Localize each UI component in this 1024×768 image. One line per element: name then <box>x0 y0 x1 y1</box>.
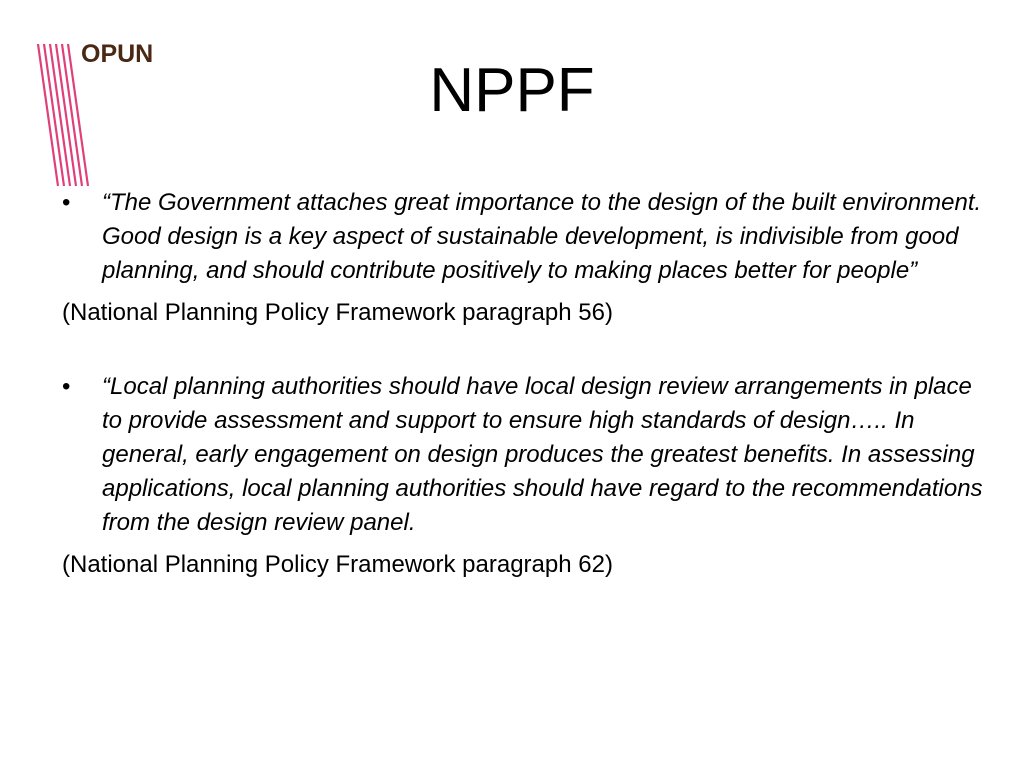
citation-2: (National Planning Policy Framework paragraph 62) <box>62 551 613 578</box>
spacer <box>62 330 992 370</box>
logo-wordmark: OPUN <box>81 40 154 68</box>
quote-bullet-2 <box>62 370 992 540</box>
citation-1: (National Planning Policy Framework paragraph 56) <box>62 299 613 326</box>
bullet-marker: • <box>62 373 71 400</box>
bullet-marker: • <box>62 189 71 216</box>
quote-text: “Local planning authorities should have local design review arrangements in place to provide assessment and support to ensure high standards of design….. In general, early engagement on design produces the greatest benefits. In assessing applications, local planning authorities should have regard to the recommendations from the design review panel. <box>102 373 983 536</box>
quote-bullet-1 <box>62 186 992 288</box>
quote-text: “The Government attaches great importance to the design of the built environment. Good design is a key aspect of sustainable development, is indivisible from good planning, and should contribute positively to making places better for people” <box>102 189 982 284</box>
slide-body <box>62 186 992 582</box>
slide-title: NPPF <box>429 56 595 125</box>
